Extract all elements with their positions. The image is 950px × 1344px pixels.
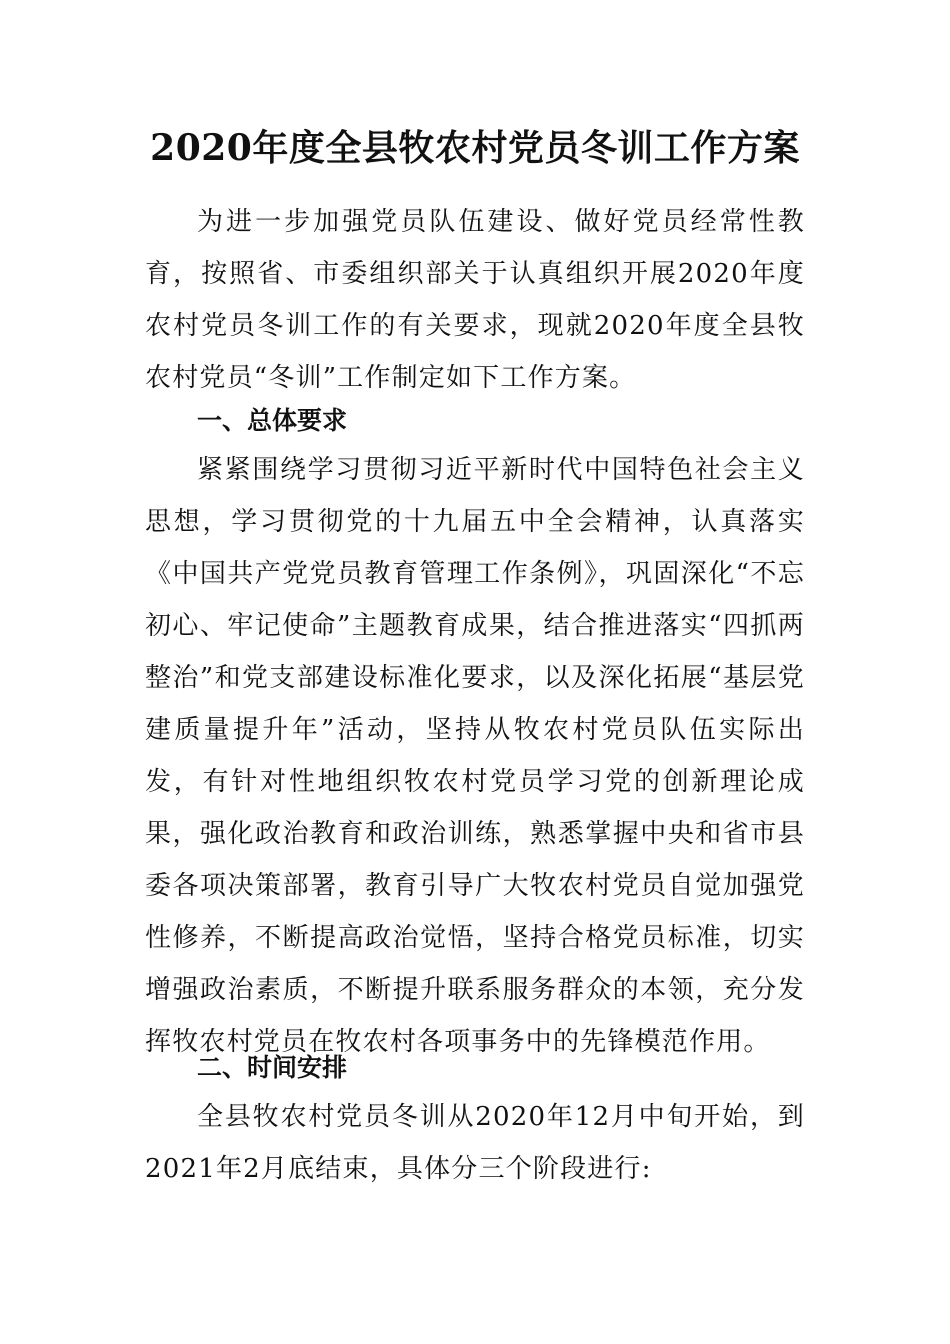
document-title: 2020年度全县牧农村党员冬训工作方案 — [150, 127, 800, 169]
section-heading-general-requirements: 一、总体要求 — [197, 406, 348, 435]
schedule-paragraph: 全县牧农村党员冬训从2020年12月中旬开始，到2021年2月底结束，具体分三个阶段进行: — [145, 1102, 805, 1184]
section-heading-schedule: 二、时间安排 — [197, 1053, 348, 1082]
general-requirements-paragraph: 紧紧围绕学习贯彻习近平新时代中国特色社会主义思想，学习贯彻党的十九届五中全会精神，认真落实《中国共产党党员教育管理工作条例》，巩固深化“不忘初心、牢记使命”主题教育成果，结合推进落实“四抓两整治”和党支部建设标准化要求，以及深化拓展“基层党建质量提升年”活动，坚持从牧农村党员队伍实际出发，有针对性地组织牧农村党员学习党的创新理论成果，强化政治教育和政治训练，熟悉掌握中央和省市县委各项决策部署，教育引导广大牧农村党员自觉加强党性修养，不断提高政治觉悟，坚持合格党员标准，切实增强政治素质，不断提升联系服务群众的本领，充分发挥牧农村党员在牧农村各项事务中的先锋模范作用。 — [145, 455, 805, 1057]
intro-paragraph: 为进一步加强党员队伍建设、做好党员经常性教育，按照省、市委组织部关于认真组织开展2020年度农村党员冬训工作的有关要求，现就2020年度全县牧农村党员“冬训”工作制定如下工作方案。 — [145, 207, 805, 393]
